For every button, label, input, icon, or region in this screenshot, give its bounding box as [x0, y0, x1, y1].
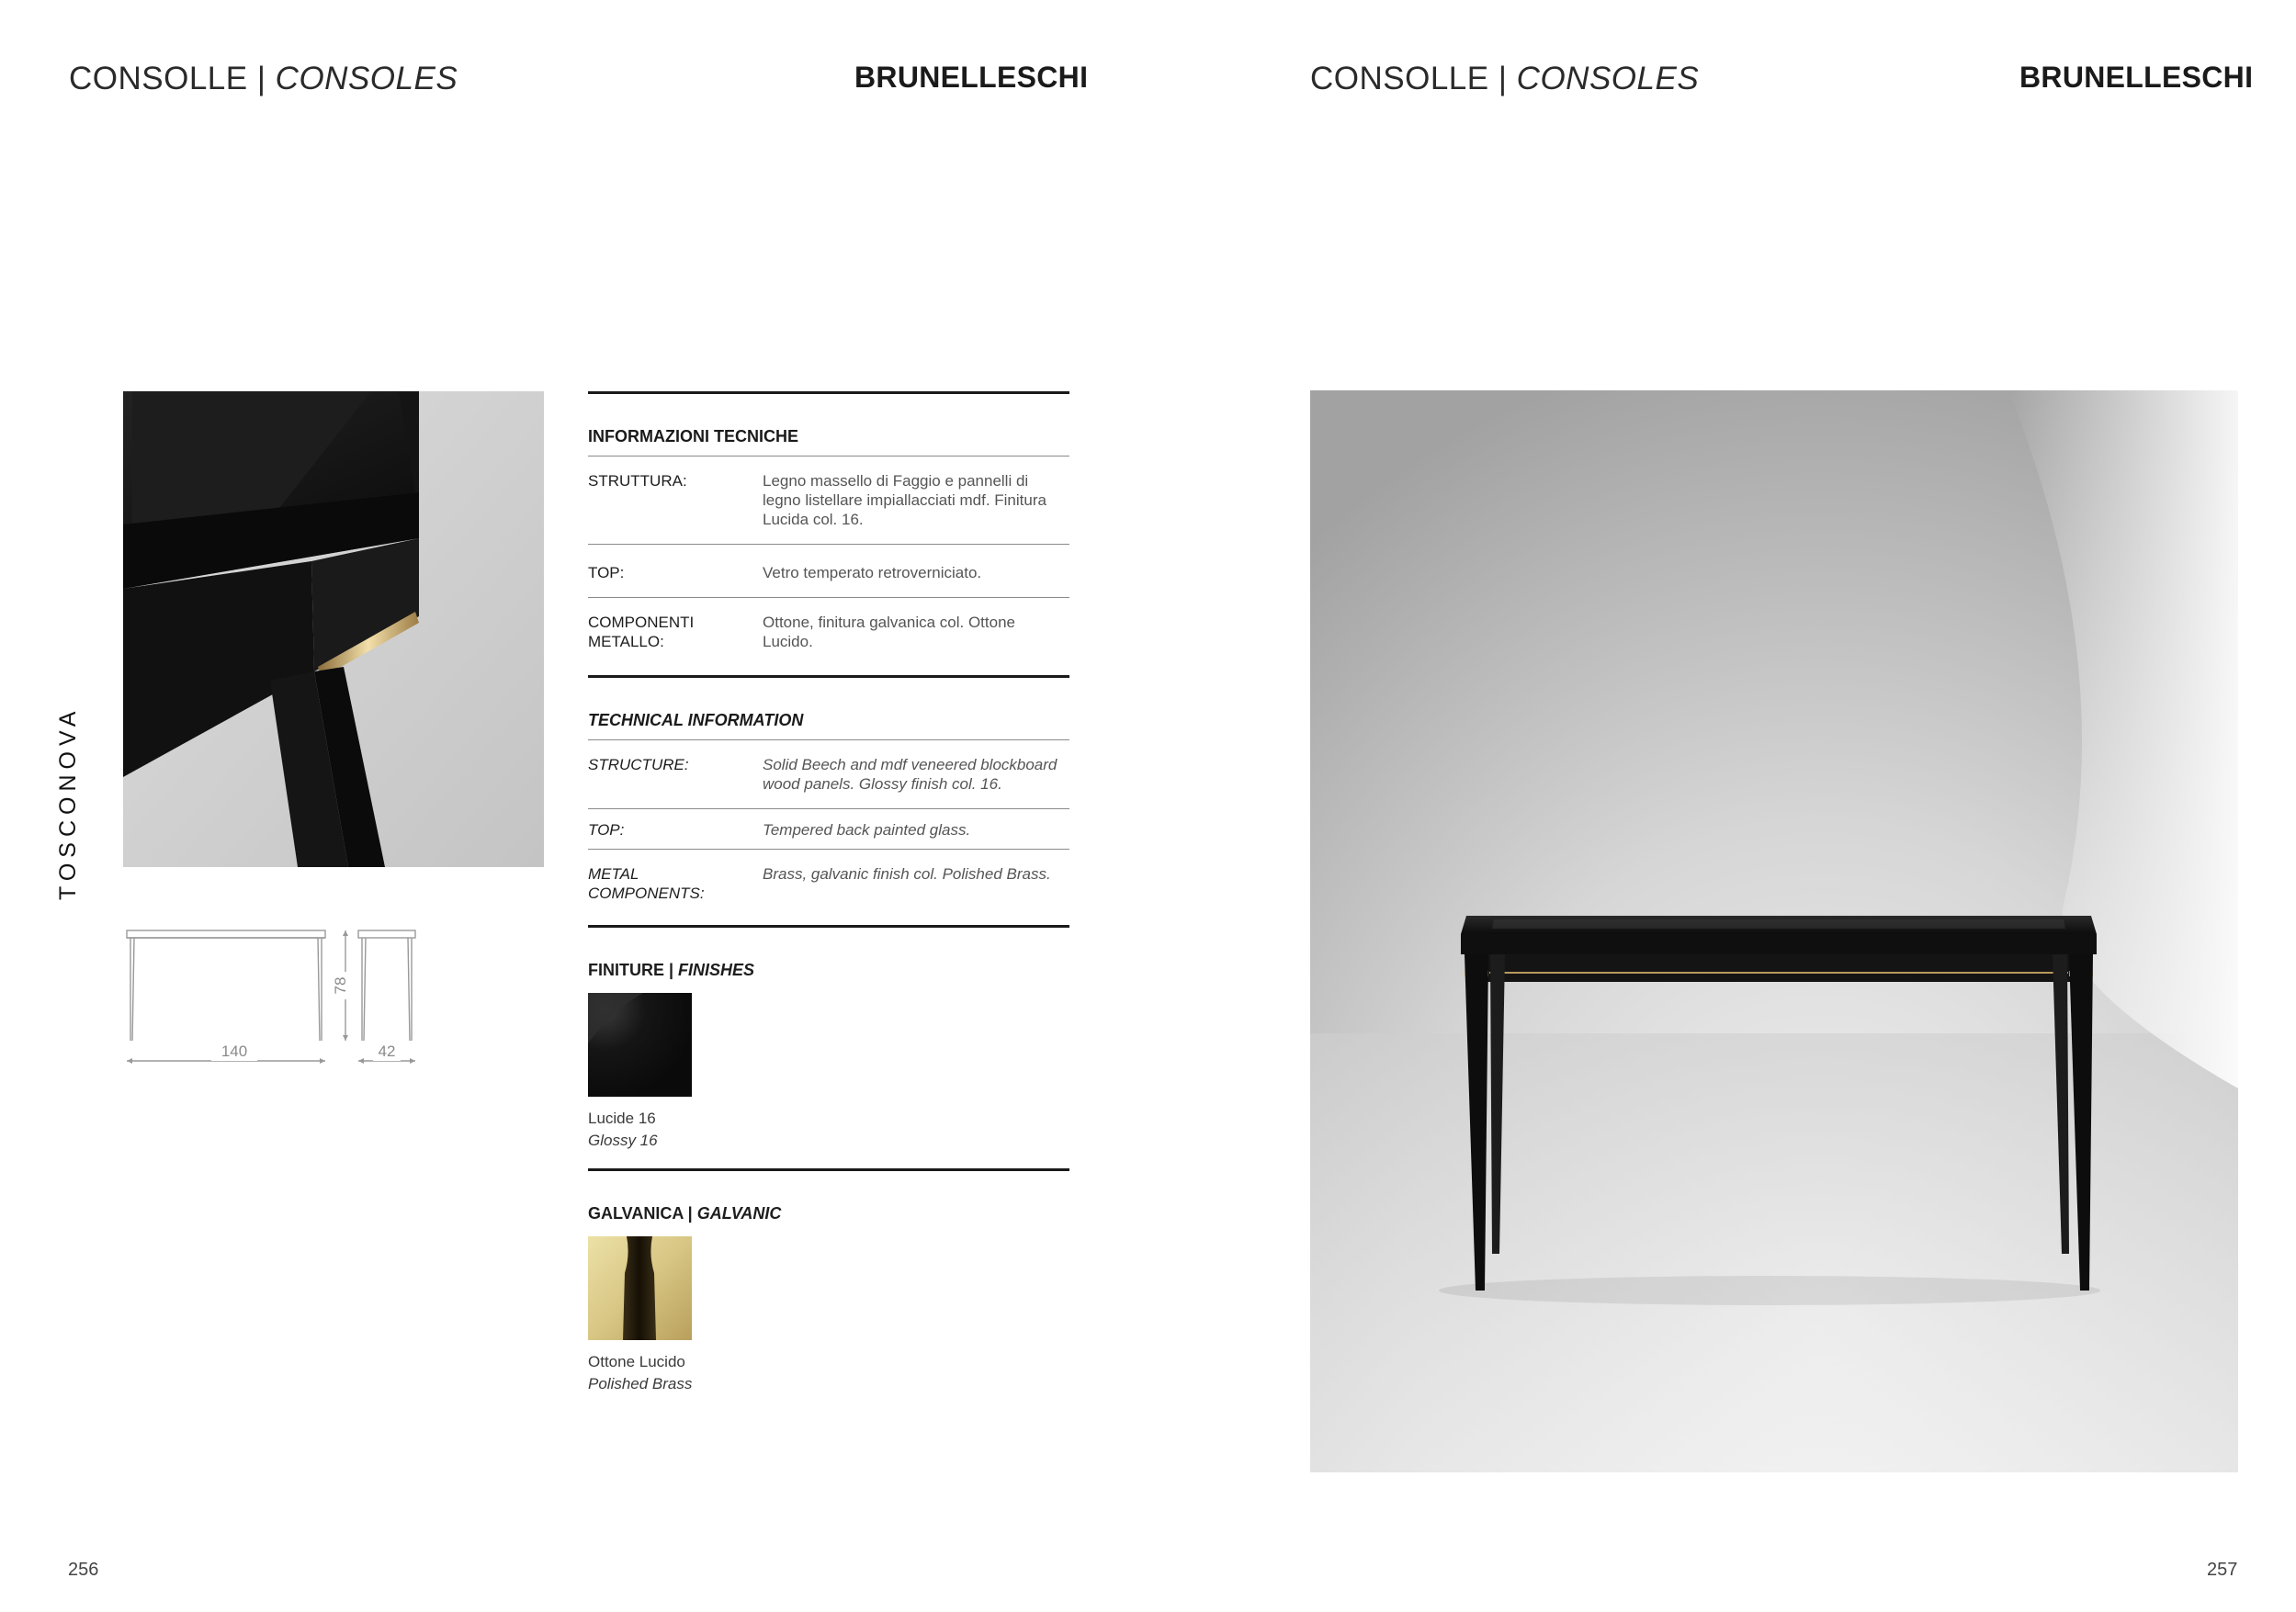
- height-dimension-label: 78: [332, 972, 350, 999]
- console-hero-photo: [1310, 390, 2238, 1472]
- spec-label: METAL COMPONENTS:: [588, 865, 705, 902]
- galvanic-title: [588, 1171, 1069, 1236]
- spec-row: [588, 809, 1069, 849]
- tech-info-it-title: INFORMAZIONI TECNICHE: [588, 427, 798, 445]
- category-it: CONSOLLE: [69, 61, 248, 96]
- category-en: CONSOLES: [275, 61, 458, 96]
- dimension-drawing: [123, 923, 435, 1070]
- spec-label: TOP:: [588, 821, 625, 839]
- width-dimension-label: 140: [211, 1043, 257, 1061]
- tech-info-en-title: TECHNICAL INFORMATION: [588, 711, 804, 729]
- finish-swatch-label: [588, 1108, 1069, 1152]
- spec-value: Tempered back painted glass.: [763, 821, 971, 839]
- spec-row: [588, 545, 1069, 597]
- galvanic-name-it: Ottone Lucido: [588, 1353, 685, 1370]
- spec-label: TOP:: [588, 564, 625, 581]
- finish-name-it: Lucide 16: [588, 1110, 656, 1127]
- finishes-title-en: FINISHES: [678, 961, 755, 979]
- spec-label: COMPONENTI METALLO:: [588, 614, 695, 650]
- spec-label: STRUTTURA:: [588, 472, 687, 490]
- page-number-left: 256: [68, 1560, 99, 1580]
- finish-name-en: Glossy 16: [588, 1132, 658, 1149]
- spec-value: Ottone, finitura galvanica col. Ottone Lucido.: [763, 614, 1015, 650]
- side-brand-label: TOSCONOVA: [55, 705, 81, 900]
- spec-label: STRUCTURE:: [588, 756, 689, 773]
- spec-row: [588, 850, 1069, 925]
- galvanic-name-en: Polished Brass: [588, 1375, 693, 1392]
- spec-row: [588, 740, 1069, 808]
- galvanic-swatch-label: [588, 1351, 1069, 1395]
- category-it: CONSOLLE: [1310, 61, 1489, 96]
- finishes-title: [588, 928, 1069, 993]
- left-header-category: [69, 61, 458, 97]
- spec-value: Vetro temperato retroverniciato.: [763, 564, 982, 581]
- depth-dimension-label: 42: [373, 1043, 401, 1061]
- category-separator: |: [1488, 61, 1517, 96]
- galvanic-title-it: GALVANICA |: [588, 1204, 697, 1223]
- spec-row: [588, 598, 1069, 675]
- spec-value: Solid Beech and mdf veneered blockboard wood panels. Glossy finish col. 16.: [763, 756, 1058, 793]
- galvanic-swatch-polished-brass: [588, 1236, 692, 1340]
- page-number-right: 257: [2207, 1560, 2238, 1580]
- category-en: CONSOLES: [1516, 61, 1700, 96]
- spec-row: [588, 457, 1069, 544]
- right-header-brand: BRUNELLESCHI: [2019, 61, 2254, 94]
- spec-value: Brass, galvanic finish col. Polished Brass.: [763, 865, 1051, 883]
- left-header-brand: BRUNELLESCHI: [854, 61, 1089, 94]
- finish-swatch-glossy-16: [588, 993, 692, 1097]
- technical-specs: [588, 391, 1069, 1395]
- galvanic-title-en: GALVANIC: [696, 1204, 782, 1223]
- category-separator: |: [247, 61, 276, 96]
- finishes-title-it: FINITURE |: [588, 961, 679, 979]
- spec-value: Legno massello di Faggio e pannelli di legno listellare impiallacciati mdf. Finitura Lucida col. 16.: [763, 472, 1046, 528]
- right-header-category: [1310, 61, 1699, 97]
- console-corner-detail-photo: [123, 391, 544, 867]
